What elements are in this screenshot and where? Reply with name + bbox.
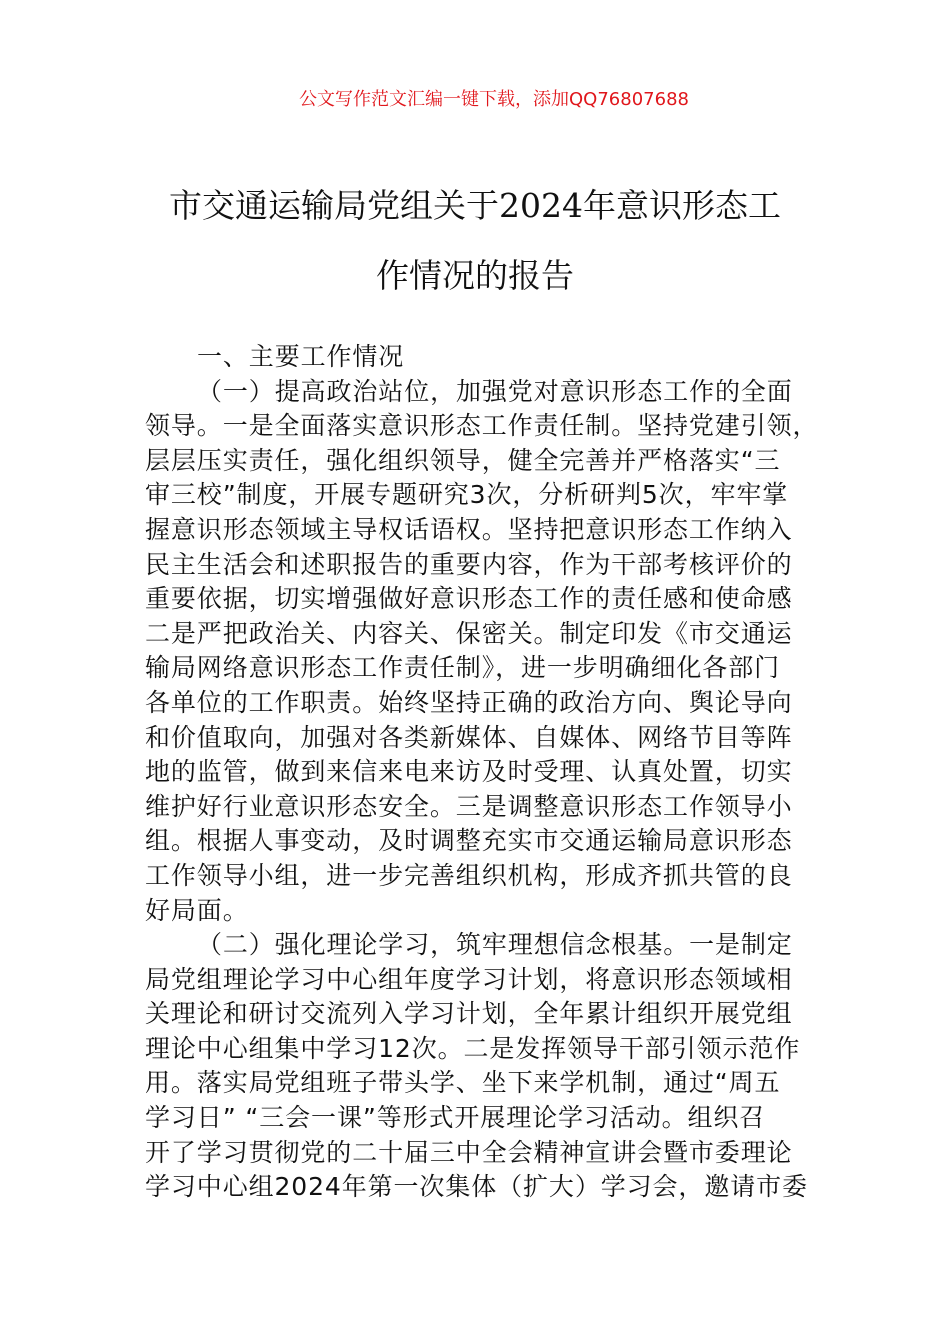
text-line: 组。根据人事变动，及时调整充实市交通运输局意识形态 (145, 826, 793, 856)
text-line: （一）提高政治站位，加强党对意识形态工作的全面 (197, 376, 793, 406)
text-line: 局党组理论学习中心组年度学习计划，将意识形态领域相 (145, 964, 793, 994)
text-line: 握意识形态领域主导权话语权。坚持把意识形态工作纳入 (145, 514, 793, 544)
text-line: 民主生活会和述职报告的重要内容，作为干部考核评价的 (145, 549, 793, 579)
text-line: 输局网络意识形态工作责任制》，进一步明确细化各部门 (145, 653, 781, 683)
text-line: 学习中心组2024年第一次集体（扩大）学习会，邀请市委 (145, 1172, 808, 1202)
text-line: 审三校”制度，开展专题研究3次，分析研判5次，牢牢掌 (145, 480, 789, 510)
text-line: 工作领导小组，进一步完善组织机构，形成齐抓共管的良 (145, 860, 793, 890)
text-line: 学习日” “三会一课”等形式开展理论学习活动。组织召 (145, 1103, 766, 1133)
text-line: 重要依据，切实增强做好意识形态工作的责任感和使命感 (145, 584, 793, 614)
text-line: 领导。一是全面落实意识形态工作责任制。坚持党建引领， (145, 411, 819, 441)
document-title-line-1: 市交通运输局党组关于2024年意识形态工 (169, 186, 781, 225)
text-line: （二）强化理论学习，筑牢理想信念根基。一是制定 (197, 930, 793, 960)
text-line: 好局面。 (145, 895, 249, 925)
text-line: 开了学习贯彻党的二十届三中全会精神宣讲会暨市委理论 (145, 1137, 793, 1167)
document-title-line-2: 作情况的报告 (376, 256, 574, 295)
text-line: 用。落实局党组班子带头学、坐下来学机制，通过“周五 (145, 1068, 781, 1098)
paragraph-1 (145, 375, 825, 929)
download-watermark-link[interactable]: 公文写作范文汇编一键下载，添加QQ76807688 (299, 89, 689, 110)
document-body (145, 340, 825, 1205)
text-line: 理论中心组集中学习12次。二是发挥领导干部引领示范作 (145, 1033, 801, 1063)
text-line: 层层压实责任，强化组织领导，健全完善并严格落实“三 (145, 445, 781, 475)
paragraph-2 (145, 928, 825, 1205)
text-line: 地的监管，做到来信来电来访及时受理、认真处置，切实 (145, 757, 793, 787)
text-line: 二是严把政治关、内容关、保密关。制定印发《市交通运 (145, 618, 793, 648)
section-heading: 一、主要工作情况 (197, 342, 405, 371)
text-line: 和价值取向，加强对各类新媒体、自媒体、网络节目等阵 (145, 722, 793, 752)
text-line: 关理论和研讨交流列入学习计划，全年累计组织开展党组 (145, 999, 793, 1029)
text-line: 各单位的工作职责。始终坚持正确的政治方向、舆论导向 (145, 687, 793, 717)
text-line: 维护好行业意识形态安全。三是调整意识形态工作领导小 (145, 791, 793, 821)
